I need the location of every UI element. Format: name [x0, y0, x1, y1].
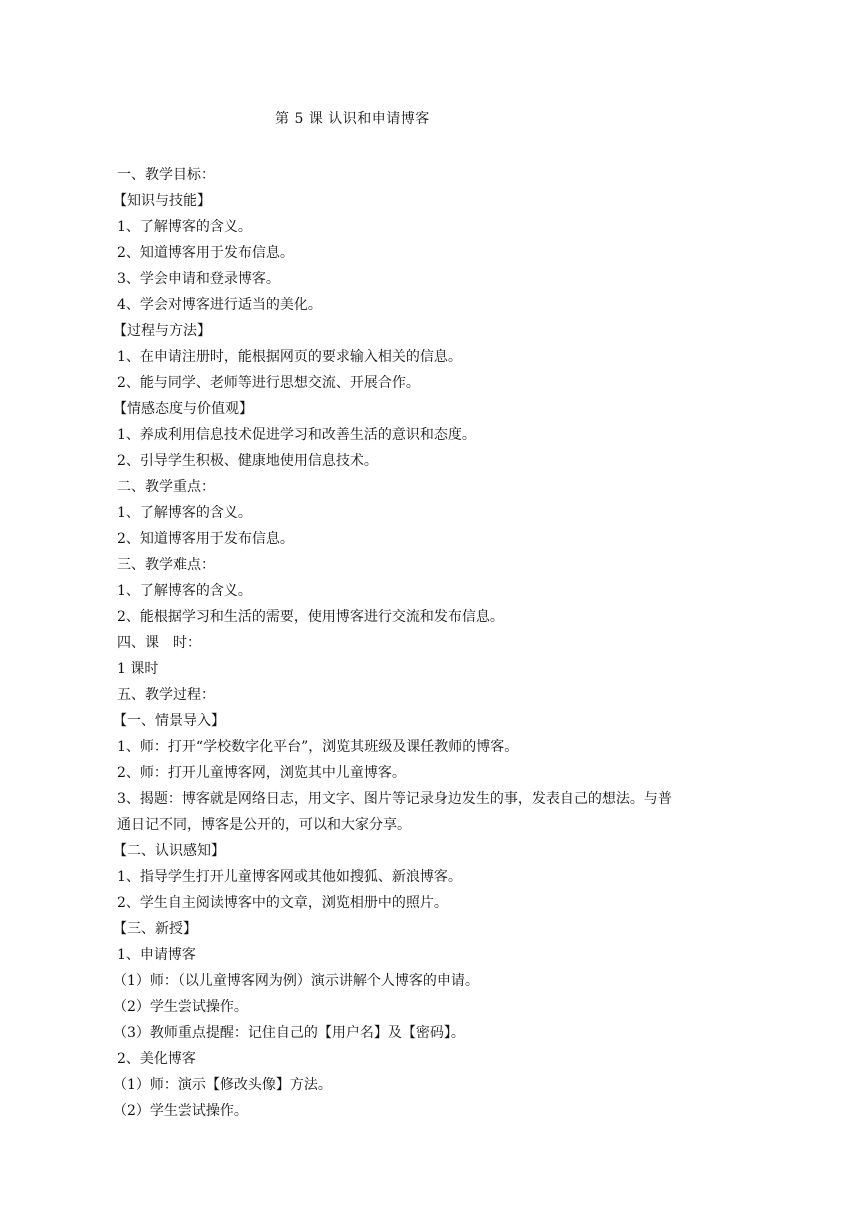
sub-item: （2）学生尝试操作。	[113, 1103, 248, 1119]
heading-process: 五、教学过程：	[117, 687, 215, 703]
heading-class-hours: 四、课 时：	[117, 635, 201, 651]
list-item: 3、学会申请和登录博客。	[117, 271, 280, 287]
list-item: 1、在申请注册时，能根据网页的要求输入相关的信息。	[117, 349, 462, 365]
list-item: 1、师：打开“学校数字化平台”，浏览其班级及课任教师的博客。	[117, 739, 519, 755]
subheading-perception: 【二、认识感知】	[113, 843, 225, 859]
lesson-title: 第 5 课 认识和申请博客	[275, 111, 430, 127]
sub-item: （1）师：演示【修改头像】方法。	[113, 1077, 332, 1093]
list-item: 2、引导学生积极、健康地使用信息技术。	[117, 453, 378, 469]
list-item-continued: 通日记不同，博客是公开的，可以和大家分享。	[117, 817, 411, 833]
heading-objectives: 一、教学目标：	[117, 167, 215, 183]
list-item: 1、申请博客	[117, 947, 196, 963]
list-item: 1、了解博客的含义。	[117, 219, 252, 235]
list-item: 1、指导学生打开儿童博客网或其他如搜狐、新浪博客。	[117, 869, 462, 885]
subheading-attitude: 【情感态度与价值观】	[113, 401, 253, 417]
heading-difficulties: 三、教学难点：	[117, 557, 215, 573]
list-item: 2、学生自主阅读博客中的文章，浏览相册中的照片。	[117, 895, 448, 911]
subheading-new-lesson: 【三、新授】	[113, 921, 197, 937]
subheading-intro: 【一、情景导入】	[113, 713, 225, 729]
document-body	[113, 162, 742, 1124]
list-item: 1、了解博客的含义。	[117, 505, 252, 521]
heading-key-points: 二、教学重点：	[117, 479, 215, 495]
sub-item: （1）师：（以儿童博客网为例）演示讲解个人博客的申请。	[113, 973, 479, 989]
list-item: 2、能根据学习和生活的需要，使用博客进行交流和发布信息。	[117, 609, 504, 625]
subheading-knowledge: 【知识与技能】	[113, 193, 211, 209]
list-item: 1、了解博客的含义。	[117, 583, 252, 599]
class-hours-value: 1 课时	[117, 661, 159, 677]
subheading-process: 【过程与方法】	[113, 323, 211, 339]
sub-item: （2）学生尝试操作。	[113, 999, 248, 1015]
list-item: 2、能与同学、老师等进行思想交流、开展合作。	[117, 375, 420, 391]
list-item: 1、养成利用信息技术促进学习和改善生活的意识和态度。	[117, 427, 476, 443]
list-item: 3、揭题：博客就是网络日志，用文字、图片等记录身边发生的事，发表自己的想法。与普	[117, 791, 672, 807]
list-item: 2、师：打开儿童博客网，浏览其中儿童博客。	[117, 765, 406, 781]
list-item: 4、学会对博客进行适当的美化。	[117, 297, 322, 313]
list-item: 2、知道博客用于发布信息。	[117, 245, 294, 261]
list-item: 2、美化博客	[117, 1051, 196, 1067]
sub-item: （3）教师重点提醒：记住自己的【用户名】及【密码】。	[113, 1025, 465, 1041]
list-item: 2、知道博客用于发布信息。	[117, 531, 294, 547]
